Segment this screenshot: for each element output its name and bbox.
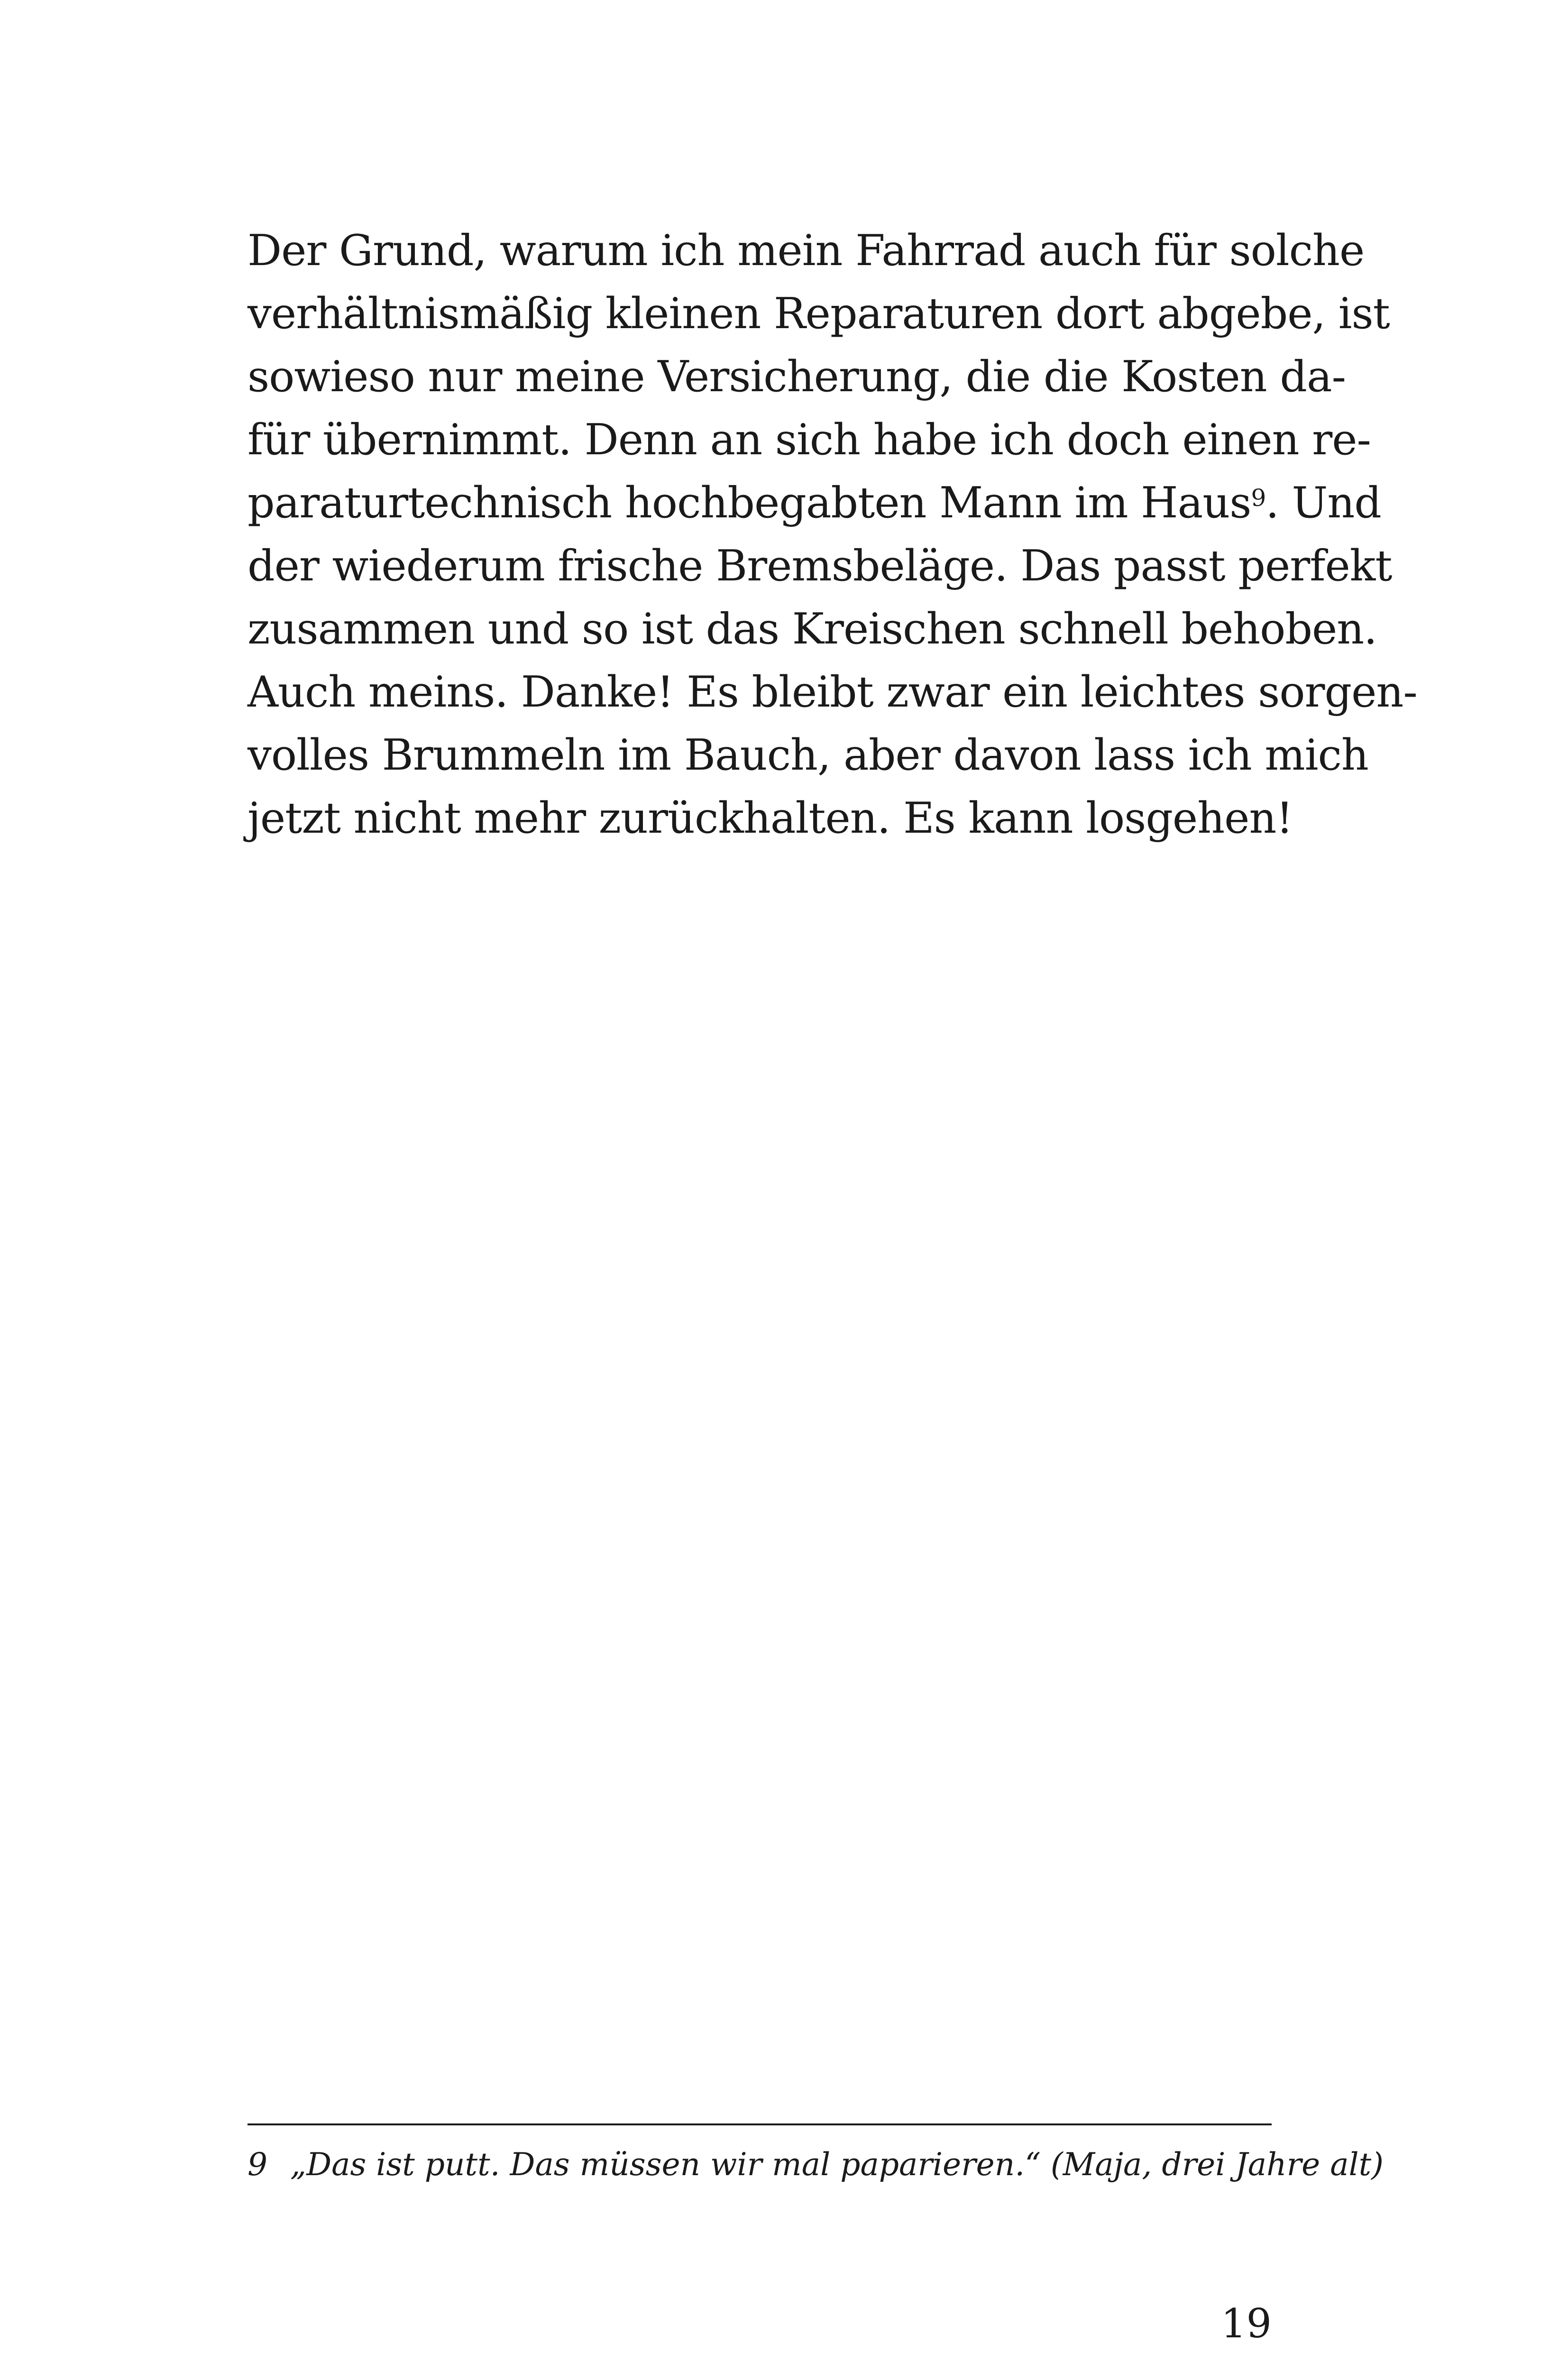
text-line: der wiederum frische Bremsbeläge. Das passt perfekt — [248, 541, 1392, 591]
text-line: sowieso nur meine Versicherung, die die Kosten da- — [248, 352, 1346, 402]
text-line: für übernimmt. Denn an sich habe ich doch einen re- — [248, 415, 1371, 465]
text-line-end: . Und — [1265, 478, 1381, 528]
footnote-divider — [248, 2123, 1272, 2125]
text-line: verhältnismäßig kleinen Reparaturen dort abgebe, ist — [248, 289, 1390, 339]
footnote-number: 9 — [248, 2146, 267, 2183]
footnote — [248, 2141, 1384, 2188]
text-line-start: paraturtechnisch hochbegabten Mann im Haus — [248, 478, 1251, 528]
text-line: jetzt nicht mehr zurückhalten. Es kann losgehen! — [248, 793, 1293, 843]
text-line: Auch meins. Danke! Es bleibt zwar ein leichtes sorgen- — [248, 667, 1417, 717]
body-text — [248, 219, 1417, 850]
footnote-text: „Das ist putt. Das müssen wir mal paparieren.“ (Maja, drei Jahre alt) — [290, 2146, 1384, 2183]
text-line: volles Brummeln im Bauch, aber davon lass ich mich — [248, 730, 1368, 780]
text-line: zusammen und so ist das Kreischen schnell behoben. — [248, 604, 1377, 654]
footnote-reference[interactable]: 9 — [1251, 484, 1266, 512]
text-line-with-footnote — [248, 471, 1381, 534]
text-line: Der Grund, warum ich mein Fahrrad auch für solche — [248, 226, 1365, 276]
page-number: 19 — [1221, 2300, 1272, 2347]
